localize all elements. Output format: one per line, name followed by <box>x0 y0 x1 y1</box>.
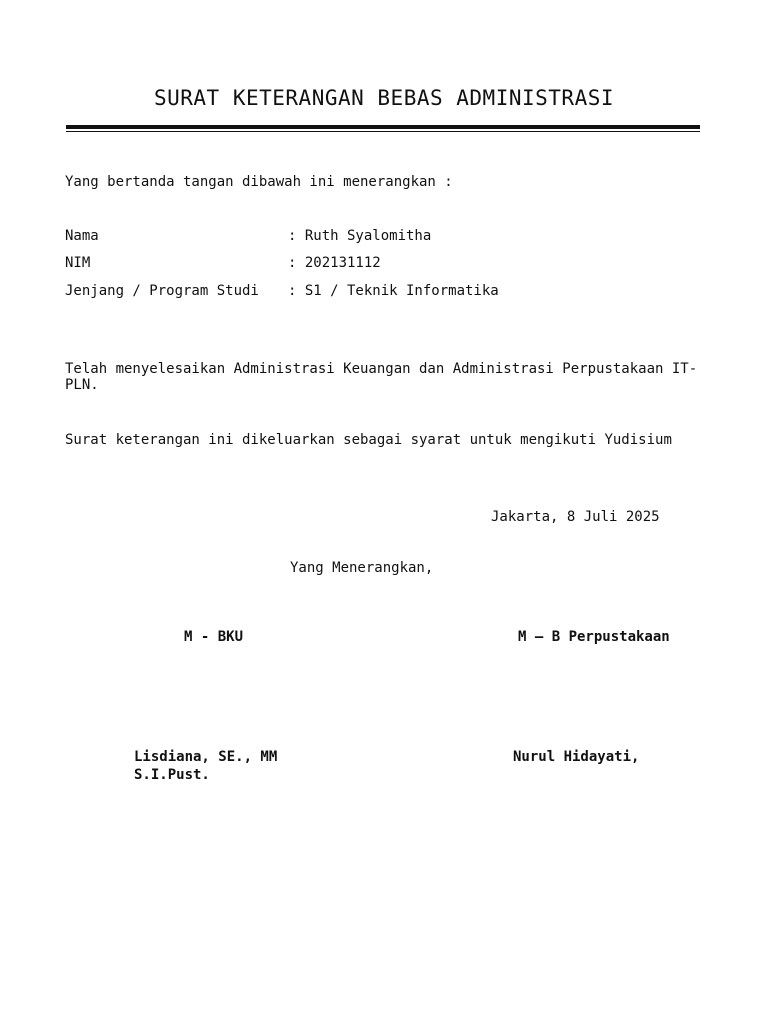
field-label-nim: NIM <box>65 255 91 271</box>
field-value-nim: : 202131112 <box>288 255 381 271</box>
right-signatory-name: Nurul Hidayati, <box>513 749 640 765</box>
left-signatory-role: M - BKU <box>184 629 244 645</box>
title-rule-thick <box>66 125 700 129</box>
statement-text: Telah menyelesaikan Administrasi Keuangan dan Administrasi Perpustakaan IT-PLN. <box>65 361 698 393</box>
place-date: Jakarta, 8 Juli 2025 <box>491 509 660 525</box>
left-signatory-name: Lisdiana, SE., MM <box>134 749 278 765</box>
title-rule-thin <box>66 131 700 132</box>
purpose-text: Surat keterangan ini dikeluarkan sebagai syarat untuk mengikuti Yudisium <box>65 432 672 448</box>
page-title: SURAT KETERANGAN BEBAS ADMINISTRASI <box>153 86 614 110</box>
field-label-program: Jenjang / Program Studi <box>65 283 259 299</box>
right-signatory-role: M – B Perpustakaan <box>518 629 670 645</box>
right-signatory-name-continued: S.I.Pust. <box>134 767 210 783</box>
intro-text: Yang bertanda tangan dibawah ini menerangkan : <box>65 174 453 190</box>
field-value-program: : S1 / Teknik Informatika <box>288 283 499 299</box>
field-value-nama: : Ruth Syalomitha <box>288 228 432 244</box>
closing-text: Yang Menerangkan, <box>290 560 434 576</box>
field-label-nama: Nama <box>65 228 99 244</box>
